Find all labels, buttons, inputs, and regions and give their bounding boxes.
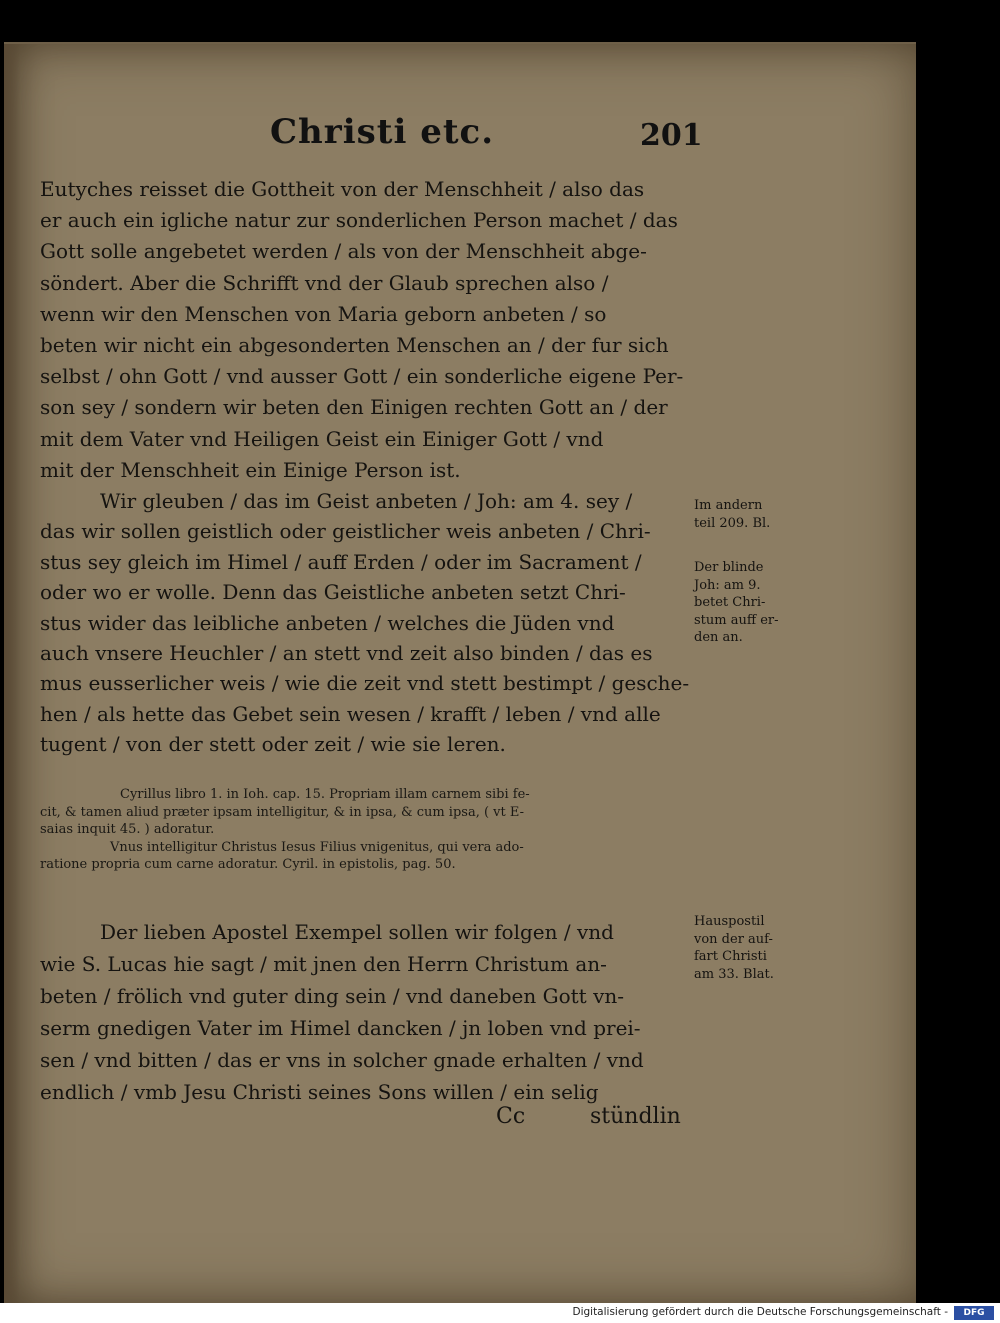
text-line: saias inquit 45. ) adoratur.	[40, 822, 215, 838]
text-line: sen / vnd bitten / das er vns in solcher gnade erhalten / vnd	[40, 1048, 644, 1072]
text-line: tugent / von der stett oder zeit / wie sie leren.	[40, 732, 506, 757]
text-line: hen / als hette das Gebet sein wesen / krafft / leben / vnd alle	[40, 701, 661, 726]
text-line: den an.	[694, 630, 743, 645]
page-gutter-shadow	[4, 44, 20, 1305]
text-line: beten wir nicht ein abgesonderten Menschen an / der fur sich	[40, 332, 669, 357]
text-line: mit der Menschheit ein Einige Person ist.	[40, 457, 461, 482]
text-line: mus eusserlicher weis / wie die zeit vnd stett bestimpt / gesche-	[40, 671, 690, 696]
text-line: stum auff er-	[694, 612, 779, 628]
text-line: Wir gleuben / das im Geist anbeten / Joh: am 4. sey /	[100, 489, 633, 513]
text-line: beten / frölich vnd guter ding sein / vnd daneben Gott vn-	[40, 984, 625, 1008]
text-line: söndert. Aber die Schrifft vnd der Glaub sprechen also /	[40, 270, 609, 295]
text-line: Hauspostil	[694, 914, 765, 929]
funding-credit: Digitalisierung gefördert durch die Deutsche Forschungsgemeinschaft -	[572, 1306, 948, 1318]
text-line: Vnus intelligitur Christus Iesus Filius vnigenitus, qui vera ado-	[110, 839, 524, 855]
page-number: 201	[640, 118, 703, 153]
text-line: das wir sollen geistlich oder geistlicher weis anbeten / Chri-	[40, 519, 651, 544]
latin-citation	[40, 786, 690, 874]
text-line: mit dem Vater vnd Heiligen Geist ein Einiger Gott / vnd	[40, 426, 604, 451]
margin-note	[694, 913, 814, 983]
text-line: betet Chri-	[694, 595, 766, 610]
catchword: stündlin	[590, 1104, 681, 1129]
text-line: Der blinde	[694, 560, 764, 575]
text-line: oder wo er wolle. Denn das Geistliche anbeten setzt Chri-	[40, 580, 626, 605]
margin-note	[694, 497, 814, 532]
text-line: son sey / sondern wir beten den Einigen rechten Gott an / der	[40, 395, 668, 420]
text-line: stus sey gleich im Himel / auff Erden / oder im Sacrament /	[40, 549, 642, 574]
text-line: endlich / vmb Jesu Christi seines Sons willen / ein selig	[40, 1080, 599, 1104]
text-line: Cyrillus libro 1. in Ioh. cap. 15. Propriam illam carnem sibi fe-	[120, 787, 530, 802]
paragraph-apostel	[40, 916, 690, 1108]
text-line: von der auf-	[694, 931, 773, 947]
text-line: wenn wir den Menschen von Maria geborn anbeten / so	[40, 301, 607, 326]
text-line: Gott solle angebetet werden / als von der Menschheit abge-	[40, 239, 647, 264]
text-line: Joh: am 9.	[694, 577, 761, 593]
text-line: fart Christi	[694, 949, 767, 964]
text-line: serm gnedigen Vater im Himel dancken / jn loben vnd prei-	[40, 1016, 641, 1040]
text-line: stus wider das leibliche anbeten / welches die Jüden vnd	[40, 610, 615, 635]
paragraph-eutyches	[40, 174, 690, 486]
text-line: Der lieben Apostel Exempel sollen wir folgen / vnd	[100, 920, 614, 944]
text-line: ratione propria cum carne adoratur. Cyril. in epistolis, pag. 50.	[40, 857, 456, 873]
text-line: cit, & tamen aliud præter ipsam intelligitur, & in ipsa, & cum ipsa, ( vt E-	[40, 804, 524, 820]
text-line: teil 209. Bl.	[694, 515, 771, 531]
text-line: auch vnsere Heuchler / an stett vnd zeit also binden / das es	[40, 640, 653, 665]
running-head: Christi etc.	[270, 112, 495, 152]
footer-bar	[0, 1303, 1000, 1323]
text-line: er auch ein igliche natur zur sonderlichen Person machet / das	[40, 208, 678, 233]
text-line: selbst / ohn Gott / vnd ausser Gott / ein sonderliche eigene Per-	[40, 364, 684, 389]
text-line: Eutyches reisset die Gottheit von der Menschheit / also das	[40, 177, 645, 201]
dfg-logo[interactable]: DFG	[954, 1306, 994, 1320]
text-line: am 33. Blat.	[694, 966, 774, 982]
text-line: wie S. Lucas hie sagt / mit jnen den Herrn Christum an-	[40, 952, 607, 976]
signature-mark: Cc	[496, 1104, 526, 1129]
margin-note	[694, 559, 814, 647]
paragraph-geist-anbeten	[40, 486, 690, 760]
text-line: Im andern	[694, 498, 763, 513]
